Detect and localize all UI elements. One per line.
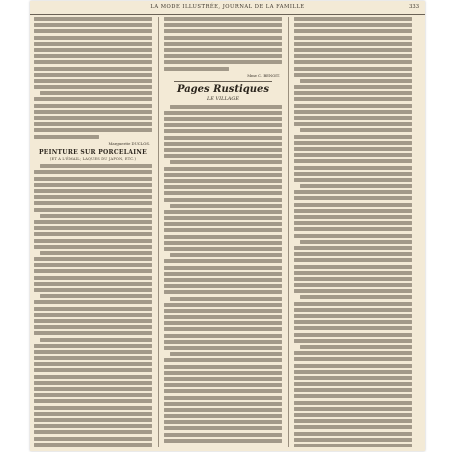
text-line [164,48,282,52]
text-line [164,259,282,263]
text-line [294,42,412,46]
text-line [294,339,412,343]
text-line [34,276,152,280]
text-line [34,23,152,27]
text-line [294,85,412,89]
text-line [34,79,152,83]
text-line [34,195,152,199]
text-line [164,129,282,133]
text-line [164,17,282,21]
text-line [294,444,412,447]
text-line [164,346,282,350]
section-subtitle: (ET A L'ÉMAIL; LAQUES DU JAPON, ETC.) [49,156,137,161]
text-line [294,221,412,225]
text-line [164,167,282,171]
text-line [164,396,282,400]
text-line [164,327,282,331]
text-line [164,365,282,369]
column-middle [164,17,282,447]
text-line [34,189,152,193]
text-line [164,402,282,406]
text-line [34,350,152,354]
text-line [164,414,282,418]
text-line [300,79,412,83]
text-line [294,116,412,120]
text-line [164,358,282,362]
author-signature: Mme C. BENOIT. [247,72,280,78]
text-line [164,377,282,381]
text-line [34,54,152,58]
text-line [294,153,412,157]
text-line [294,215,412,219]
text-line [164,420,282,424]
section-title: Pages Rustiques [176,83,270,95]
text-line [164,179,282,183]
text-line [294,166,412,170]
text-line [294,203,412,207]
text-line [164,383,282,387]
text-line [164,235,282,239]
column-divider [158,17,159,447]
text-line [294,36,412,40]
text-line [164,148,282,152]
text-line [164,185,282,189]
text-line [294,97,412,101]
text-line [164,42,282,46]
text-line [164,439,282,443]
text-line [294,271,412,275]
text-line [34,29,152,33]
text-line [34,116,152,120]
text-line [300,295,412,299]
text-line [294,29,412,33]
text-line [34,399,152,403]
section-subtitle: LE VILLAGE [206,95,240,102]
text-line [34,325,152,329]
text-line [294,110,412,114]
text-line [164,222,282,226]
text-line [34,368,152,372]
text-line [164,408,282,412]
text-line [294,91,412,95]
text-line [34,135,99,139]
text-line [34,97,152,101]
text-line [34,245,152,249]
text-line [34,183,152,187]
text-line [164,29,282,33]
text-line [164,142,282,146]
text-line [34,387,152,391]
text-line [294,351,412,355]
text-line [40,338,152,342]
text-line [164,278,282,282]
text-line [294,283,412,287]
text-line [300,345,412,349]
text-line [34,104,152,108]
text-line [294,326,412,330]
text-line [294,17,412,21]
text-line [164,60,282,64]
text-line [164,36,282,40]
text-line [294,370,412,374]
text-line [294,147,412,151]
text-line [294,104,412,108]
text-line [34,443,152,447]
text-line [164,309,282,313]
text-line [34,128,152,132]
text-line [294,314,412,318]
text-line [34,406,152,410]
text-line [34,424,152,428]
text-line [294,67,412,71]
text-line [34,437,152,441]
text-line [34,232,152,236]
text-line [294,289,412,293]
text-line [34,220,152,224]
text-line [34,282,152,286]
text-line [294,413,412,417]
text-line [164,321,282,325]
text-line [34,17,152,21]
text-line [300,128,412,132]
text-line [34,73,152,77]
text-line [294,401,412,405]
text-line [170,105,282,109]
text-line [34,226,152,230]
text-line [34,393,152,397]
text-line [34,313,152,317]
text-line [294,227,412,231]
text-line [170,253,282,257]
text-line [294,357,412,361]
text-line [34,263,152,267]
column-left [34,17,152,447]
text-line [170,352,282,356]
text-line [294,246,412,250]
text-line [34,356,152,360]
text-line [34,307,152,311]
text-line [294,388,412,392]
text-line [300,184,412,188]
text-line [294,252,412,256]
text-line [164,191,282,195]
text-line [164,198,282,202]
text-line [294,196,412,200]
text-line [164,389,282,393]
text-line [34,48,152,52]
text-line [170,297,282,301]
section-title: PEINTURE SUR PORCELAINE [38,148,148,156]
text-line [294,258,412,262]
text-line [34,331,152,335]
text-line [294,135,412,139]
text-line [34,257,152,261]
text-line [34,85,152,89]
text-line [34,412,152,416]
text-line [34,269,152,273]
text-line [34,177,152,181]
text-line [40,164,152,168]
text-line [294,54,412,58]
text-line [294,376,412,380]
text-line [34,67,152,71]
newspaper-page [30,1,425,451]
text-line [294,438,412,442]
text-line [34,36,152,40]
text-line [294,190,412,194]
text-line [164,23,282,27]
text-line [164,371,282,375]
text-line [164,67,229,71]
text-line [294,234,412,238]
text-line [34,344,152,348]
text-line [164,334,282,338]
text-line [294,73,412,77]
text-line [294,407,412,411]
text-line [294,172,412,176]
text-line [40,294,152,298]
text-line [40,91,152,95]
text-line [170,160,282,164]
text-line [294,302,412,306]
text-line [294,141,412,145]
text-line [164,154,282,158]
text-line [294,425,412,429]
running-header [30,4,425,15]
column-right [294,17,412,447]
text-line [164,272,282,276]
journal-title: LA MODE ILLUSTRÉE, JOURNAL DE LA FAMILLE [150,4,305,10]
text-line [34,300,152,304]
text-line [164,54,282,58]
text-line [300,240,412,244]
text-line [34,362,152,366]
text-line [294,394,412,398]
text-line [34,170,152,174]
text-line [294,209,412,213]
text-line [294,432,412,436]
text-line [34,201,152,205]
text-line [294,419,412,423]
text-line [34,208,152,212]
text-line [34,288,152,292]
text-line [170,204,282,208]
text-line [294,382,412,386]
text-line [294,178,412,182]
text-line [164,340,282,344]
text-line [34,42,152,46]
text-line [294,277,412,281]
text-line [164,284,282,288]
text-line [294,23,412,27]
text-line [164,241,282,245]
text-line [34,418,152,422]
text-line [294,333,412,337]
text-line [34,122,152,126]
text-line [294,48,412,52]
text-line [164,136,282,140]
text-line [164,210,282,214]
text-line [34,60,152,64]
text-line [164,315,282,319]
text-line [164,247,282,251]
text-line [164,111,282,115]
text-line [164,216,282,220]
text-line [34,381,152,385]
text-line [34,239,152,243]
author-signature: Marguerite DUCLOS. [108,140,150,146]
text-line [164,266,282,270]
text-line [294,60,412,64]
text-line [164,426,282,430]
page-number: 333 [409,4,419,10]
text-line [164,290,282,294]
text-line [294,159,412,163]
text-line [164,123,282,127]
text-line [164,228,282,232]
text-line [34,319,152,323]
section-rule [174,81,272,82]
text-line [294,364,412,368]
text-line [164,303,282,307]
text-line [294,320,412,324]
text-line [40,214,152,218]
text-line [40,251,152,255]
text-line [164,433,282,437]
text-line [34,430,152,434]
text-line [164,173,282,177]
text-line [294,122,412,126]
text-line [34,110,152,114]
text-line [164,117,282,121]
text-line [34,375,152,379]
text-line [294,265,412,269]
column-divider [288,17,289,447]
text-line [294,308,412,312]
